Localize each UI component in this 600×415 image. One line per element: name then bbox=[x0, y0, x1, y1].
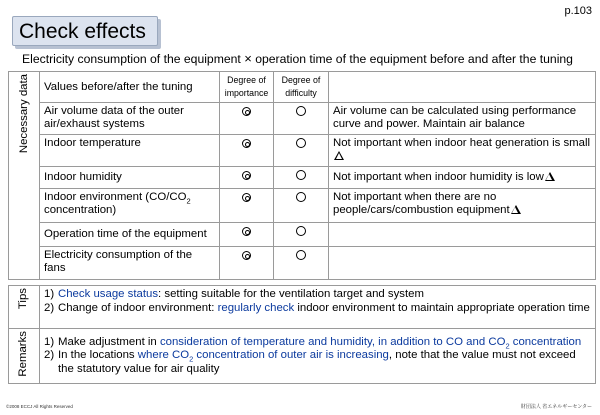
multiply-symbol: × bbox=[244, 51, 252, 66]
difficulty-mark bbox=[274, 167, 329, 189]
row-value: Operation time of the equipment bbox=[40, 223, 220, 247]
importance-mark bbox=[220, 135, 274, 167]
table-row bbox=[9, 103, 596, 135]
remark-number: 1) bbox=[44, 335, 55, 348]
table-row bbox=[9, 247, 596, 280]
side-label: Necessary data bbox=[17, 74, 30, 154]
row-note: Not important when there are no people/cars/combustion equipment bbox=[333, 191, 510, 216]
subscript: 2 bbox=[186, 196, 191, 206]
table-row bbox=[9, 167, 596, 189]
remarks-label: Remarks bbox=[17, 331, 30, 377]
row-value-pre: Indoor environment (CO/CO bbox=[44, 191, 187, 203]
circle-icon bbox=[296, 250, 306, 260]
circle-icon bbox=[296, 226, 306, 236]
tips-label-cell bbox=[9, 286, 40, 329]
row-value: Indoor humidity bbox=[40, 167, 220, 189]
triangle-icon bbox=[511, 205, 521, 214]
tip-number: 1) bbox=[44, 288, 55, 300]
header-values: Values before/after the tuning bbox=[40, 72, 220, 103]
subtitle-part1: Electricity consumption of the equipment bbox=[22, 52, 241, 66]
circle-icon bbox=[296, 192, 306, 202]
copyright: ©2008 ECCJ All Rights Reserved bbox=[6, 404, 73, 409]
row-note: Not important when indoor humidity is low bbox=[333, 171, 544, 183]
remark-number: 2) bbox=[44, 349, 55, 362]
difficulty-mark bbox=[274, 135, 329, 167]
tip-text-pre: Change of indoor environment: bbox=[58, 301, 218, 314]
row-note-cell bbox=[329, 135, 596, 167]
subtitle-part2: operation time of the equipment before and after the tuning bbox=[255, 52, 573, 66]
remark-text-pre: Make adjustment in bbox=[58, 335, 160, 348]
table-row bbox=[9, 189, 596, 223]
triangle-icon bbox=[545, 172, 555, 181]
remarks-row bbox=[9, 329, 596, 384]
remark-highlight-post: concentration of outer air is increasing bbox=[193, 349, 389, 362]
remark-item bbox=[44, 336, 591, 350]
row-note-cell bbox=[329, 167, 596, 189]
tip-item bbox=[44, 288, 591, 302]
remark-highlight-pre: consideration of temperature and humidity, in addition to CO and CO bbox=[159, 335, 506, 348]
tip-highlight: regularly check bbox=[217, 301, 295, 314]
remarks-content bbox=[40, 329, 596, 384]
row-value: Indoor temperature bbox=[40, 135, 220, 167]
tip-text: indoor environment to maintain appropriate operation time bbox=[294, 301, 590, 314]
tips-remarks-table bbox=[8, 285, 596, 384]
row-value: Air volume data of the outer air/exhaust systems bbox=[40, 103, 220, 135]
importance-mark bbox=[220, 189, 274, 223]
circle-icon bbox=[296, 106, 306, 116]
remarks-label-cell bbox=[9, 329, 40, 384]
double-circle-icon bbox=[242, 251, 251, 260]
subscript: 2 bbox=[505, 341, 510, 351]
side-label-cell bbox=[9, 72, 40, 280]
double-circle-icon bbox=[242, 193, 251, 202]
row-note: Air volume can be calculated using performance curve and power. Maintain air balance bbox=[329, 103, 596, 135]
difficulty-mark bbox=[274, 189, 329, 223]
table-row bbox=[9, 223, 596, 247]
remark-item bbox=[44, 349, 591, 376]
row-note: Not important when indoor heat generation is small bbox=[333, 137, 591, 149]
header-difficulty: Degree of difficulty bbox=[274, 72, 329, 103]
row-note-cell bbox=[329, 189, 596, 223]
importance-mark bbox=[220, 247, 274, 280]
importance-mark bbox=[220, 167, 274, 189]
tips-content bbox=[40, 286, 596, 329]
circle-icon bbox=[296, 170, 306, 180]
double-circle-icon bbox=[242, 139, 251, 148]
org-logo-text: 財団法人 省エネルギーセンター bbox=[520, 404, 592, 410]
tip-item bbox=[44, 302, 591, 316]
tip-number: 2) bbox=[44, 301, 55, 314]
importance-mark bbox=[220, 223, 274, 247]
tip-highlight: Check usage status bbox=[58, 288, 159, 300]
difficulty-mark bbox=[274, 247, 329, 280]
remark-highlight-pre: where CO bbox=[137, 349, 190, 362]
tips-row bbox=[9, 286, 596, 329]
difficulty-mark bbox=[274, 223, 329, 247]
tips-label: Tips bbox=[17, 288, 30, 310]
importance-mark bbox=[220, 103, 274, 135]
subscript: 2 bbox=[189, 354, 194, 364]
header-importance: Degree of importance bbox=[220, 72, 274, 103]
remark-highlight-post: concentration bbox=[509, 335, 582, 348]
tip-text: : setting suitable for the ventilation target and system bbox=[158, 288, 424, 300]
row-value bbox=[40, 189, 220, 223]
necessary-data-table bbox=[8, 71, 596, 280]
remark-highlight bbox=[159, 335, 582, 351]
remark-text: , note that the value must not exceed the statutory value for air quality bbox=[58, 349, 576, 375]
remark-highlight bbox=[137, 349, 389, 364]
double-circle-icon bbox=[242, 107, 251, 116]
row-value-post: concentration) bbox=[44, 204, 117, 216]
page-number: p.103 bbox=[564, 5, 592, 17]
page-title: Check effects bbox=[12, 16, 158, 46]
row-note bbox=[329, 223, 596, 247]
difficulty-mark bbox=[274, 103, 329, 135]
row-note bbox=[329, 247, 596, 280]
circle-icon bbox=[296, 138, 306, 148]
triangle-icon bbox=[334, 151, 344, 160]
subtitle bbox=[22, 51, 573, 66]
remark-text-pre: In the locations bbox=[58, 349, 138, 362]
table-header-row bbox=[9, 72, 596, 103]
double-circle-icon bbox=[242, 171, 251, 180]
header-notes bbox=[329, 72, 596, 103]
table-row bbox=[9, 135, 596, 167]
double-circle-icon bbox=[242, 227, 251, 236]
row-value: Electricity consumption of the fans bbox=[40, 247, 220, 280]
